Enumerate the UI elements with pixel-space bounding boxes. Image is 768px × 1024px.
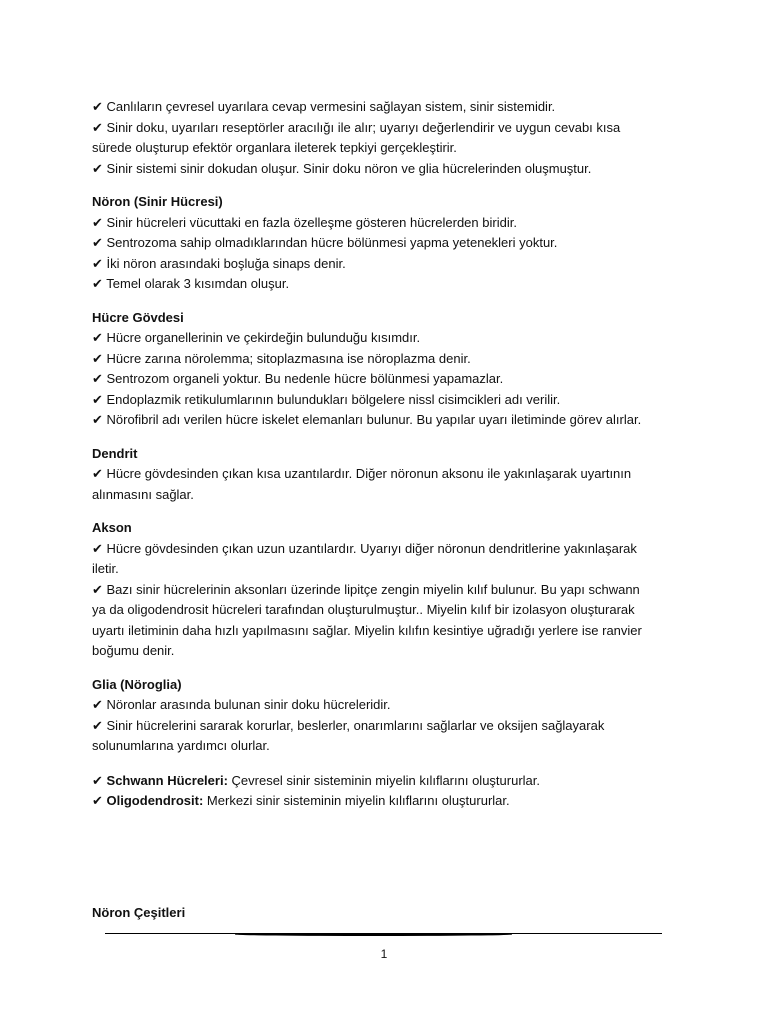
text-line: ✔ Sinir sistemi sinir dokudan oluşur. Sinir doku nöron ve glia hücrelerinden oluşmuştur.	[92, 160, 592, 176]
section-dendrit	[92, 444, 682, 506]
text-line: ✔ Endoplazmik retikulumlarının bulundukları bölgelere nissl cisimcikleri adı verilir.	[92, 391, 561, 407]
next-section-heading: Nöron Çeşitleri	[92, 905, 186, 920]
list-item	[92, 791, 682, 812]
footer-divider	[105, 933, 662, 937]
text-line: ✔ Hücre gövdesinden çıkan kısa uzantılardır. Diğer nöronun aksonu ile yakınlaşarak uyartının	[92, 466, 632, 481]
text-line: solunumlarına yardımcı olurlar.	[92, 738, 270, 753]
term-label: Oligodendrosit:	[106, 793, 204, 808]
section-hucre-govdesi	[92, 308, 682, 431]
page-number: 1	[380, 947, 388, 961]
text-line: ✔ Sinir doku, uyarıları reseptörler aracılığı ile alır; uyarıyı değerlendirir ve uygun cevabı kısa	[92, 119, 621, 135]
text-line: alınmasını sağlar.	[92, 486, 194, 502]
document-content	[92, 97, 682, 812]
glia-types-list	[92, 771, 682, 812]
text-line: sürede oluşturup efektör organlara ileterek tepkiyi gerçekleştirir.	[92, 140, 457, 155]
text-line: uyartı iletiminin daha hızlı yapılmasını sağlar. Miyelin kılıfın kesintiye uğradığı yerlere ise ranvier	[92, 622, 642, 638]
intro-paragraph	[92, 97, 682, 179]
section-heading: Dendrit	[92, 445, 138, 461]
text-line: ✔ Hücre gövdesinden çıkan uzun uzantılardır. Uyarıyı diğer nöronun dendritlerine yakınlaşarak	[92, 540, 637, 556]
text-line: boğumu denir.	[92, 643, 175, 658]
term-description: Merkezi sinir sisteminin miyelin kılıflarını oluştururlar.	[203, 793, 510, 808]
section-heading: Nöron (Sinir Hücresi)	[92, 194, 223, 209]
text-line: ya da oligodendrosit hücreleri tarafından oluşturulmuştur.. Miyelin kılıf bir izolasyon oluşturarak	[92, 602, 635, 617]
list-item	[92, 771, 682, 792]
text-line: ✔ Sinir hücrelerini sararak korurlar, beslerler, onarımlarını sağlarlar ve oksijen sağlayarak	[92, 717, 605, 733]
text-line: ✔ Nöronlar arasında bulunan sinir doku hücreleridir.	[92, 697, 391, 712]
check-icon: ✔	[92, 772, 103, 788]
text-line: ✔ Hücre zarına nörolemma; sitoplazmasına ise nöroplazma denir.	[92, 350, 471, 366]
text-line: ✔ Temel olarak 3 kısımdan oluşur.	[92, 276, 290, 291]
section-heading: Hücre Gövdesi	[92, 309, 184, 325]
text-line: ✔ Hücre organellerinin ve çekirdeğin bulunduğu kısımdır.	[92, 330, 421, 345]
term-description: Çevresel sinir sisteminin miyelin kılıflarını oluştururlar.	[227, 772, 541, 788]
section-heading: Glia (Nöroglia)	[92, 676, 182, 692]
text-line: ✔ Sinir hücreleri vücuttaki en fazla özelleşme gösteren hücrelerden biridir.	[92, 214, 517, 230]
section-akson	[92, 518, 682, 662]
section-noron	[92, 192, 682, 295]
text-line: ✔ Sentrozoma sahip olmadıklarından hücre bölünmesi yapma yetenekleri yoktur.	[92, 235, 558, 250]
text-line: ✔ İki nöron arasındaki boşluğa sinaps denir.	[92, 255, 346, 271]
text-line: ✔ Nörofibril adı verilen hücre iskelet elemanları bulunur. Bu yapılar uyarı iletiminde görev alırlar.	[92, 412, 642, 427]
text-line: ✔ Sentrozom organeli yoktur. Bu nedenle hücre bölünmesi yapamazlar.	[92, 371, 504, 386]
section-heading: Akson	[92, 520, 132, 535]
text-line: iletir.	[92, 561, 119, 576]
text-line: ✔ Canlıların çevresel uyarılara cevap vermesini sağlayan sistem, sinir sistemidir.	[92, 99, 556, 114]
section-glia	[92, 675, 682, 757]
term-label: Schwann Hücreleri:	[106, 772, 228, 788]
check-icon: ✔	[92, 793, 103, 808]
text-line: ✔ Bazı sinir hücrelerinin aksonları üzerinde lipitçe zengin miyelin kılıf bulunur. Bu yapı schwann	[92, 581, 640, 597]
